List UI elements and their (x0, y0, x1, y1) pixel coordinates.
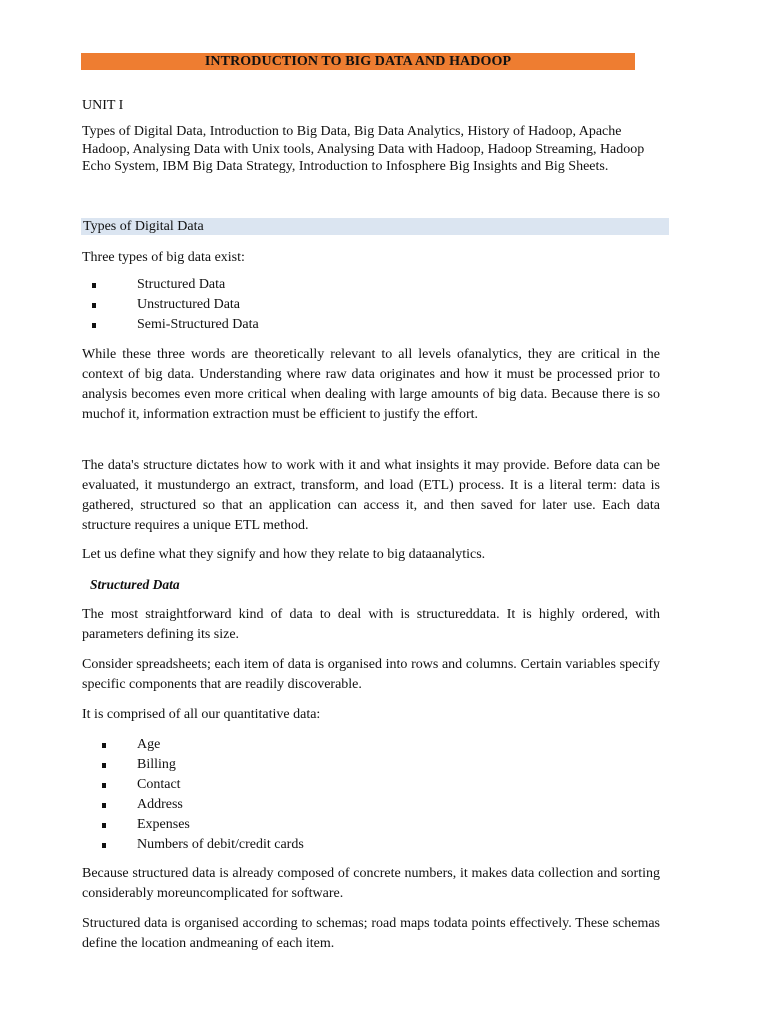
list-item: Contact (82, 775, 304, 795)
bullet-icon (102, 743, 106, 748)
list-item: Address (82, 795, 304, 815)
syllabus-paragraph: Types of Digital Data, Introduction to Big Data, Big Data Analytics, History of Hadoop, Apache Hadoop, Analysing Data with Unix tools, Analysing Data with Hadoop, Hadoop Streaming, Hadoop Echo System, IBM Big Data Strategy, Introduction to Infosphere Big Insights and Big Sheets. (82, 124, 645, 174)
list-item: Age (82, 735, 304, 755)
bullet-icon (102, 783, 106, 788)
bullet-icon (92, 283, 96, 288)
bullet-icon (102, 803, 106, 808)
document-title: INTRODUCTION TO BIG DATA AND HADOOP (81, 53, 635, 70)
body-paragraph: Consider spreadsheets; each item of data is organised into rows and columns. Certain variables specify specific components that are readily discoverable. (82, 657, 660, 692)
bullet-icon (92, 303, 96, 308)
bullet-icon (102, 823, 106, 828)
body-paragraph: Let us define what they signify and how they relate to big dataanalytics. (82, 547, 486, 562)
unit-label: UNIT I (82, 98, 124, 113)
bullet-icon (92, 323, 96, 328)
body-paragraph: The data's structure dictates how to work with it and what insights it may provide. Before data can be evaluated, it mustundergo an extract, transform, and load (ETL) process. It is a literal term: data is gathered, structured so that an application can access it, and then saved for later use. Each data structure requires a unique ETL method. (82, 458, 660, 533)
bullet-icon (102, 843, 106, 848)
body-paragraph: Structured data is organised according to schemas; road maps todata points effectively. These schemas define the location andmeaning of each item. (82, 916, 660, 951)
bullet-icon (102, 763, 106, 768)
list-item: Semi-Structured Data (82, 315, 259, 335)
list-item: Billing (82, 755, 304, 775)
list-item: Unstructured Data (82, 295, 259, 315)
types-list (82, 275, 259, 335)
subheading-structured-data: Structured Data (90, 577, 180, 592)
list-item: Numbers of debit/credit cards (82, 835, 304, 855)
section-heading: Types of Digital Data (83, 219, 204, 234)
body-paragraph: The most straightforward kind of data to deal with is structureddata. It is highly ordered, with parameters defining its size. (82, 607, 660, 642)
body-paragraph: It is comprised of all our quantitative data: (82, 707, 321, 722)
list-item: Structured Data (82, 275, 259, 295)
quantitative-data-list (82, 735, 304, 855)
body-paragraph: While these three words are theoretically relevant to all levels ofanalytics, they are critical in the context of big data. Understanding where raw data originates and how it must be processed prior to analysis becomes even more critical when dealing with large amounts of big data. Because there is so muchof it, information extraction must be efficient to justify the effort. (82, 347, 660, 422)
body-paragraph: Because structured data is already composed of concrete numbers, it makes data collection and sorting considerably moreuncomplicated for software. (82, 866, 660, 901)
list-item: Expenses (82, 815, 304, 835)
types-intro: Three types of big data exist: (82, 250, 245, 265)
